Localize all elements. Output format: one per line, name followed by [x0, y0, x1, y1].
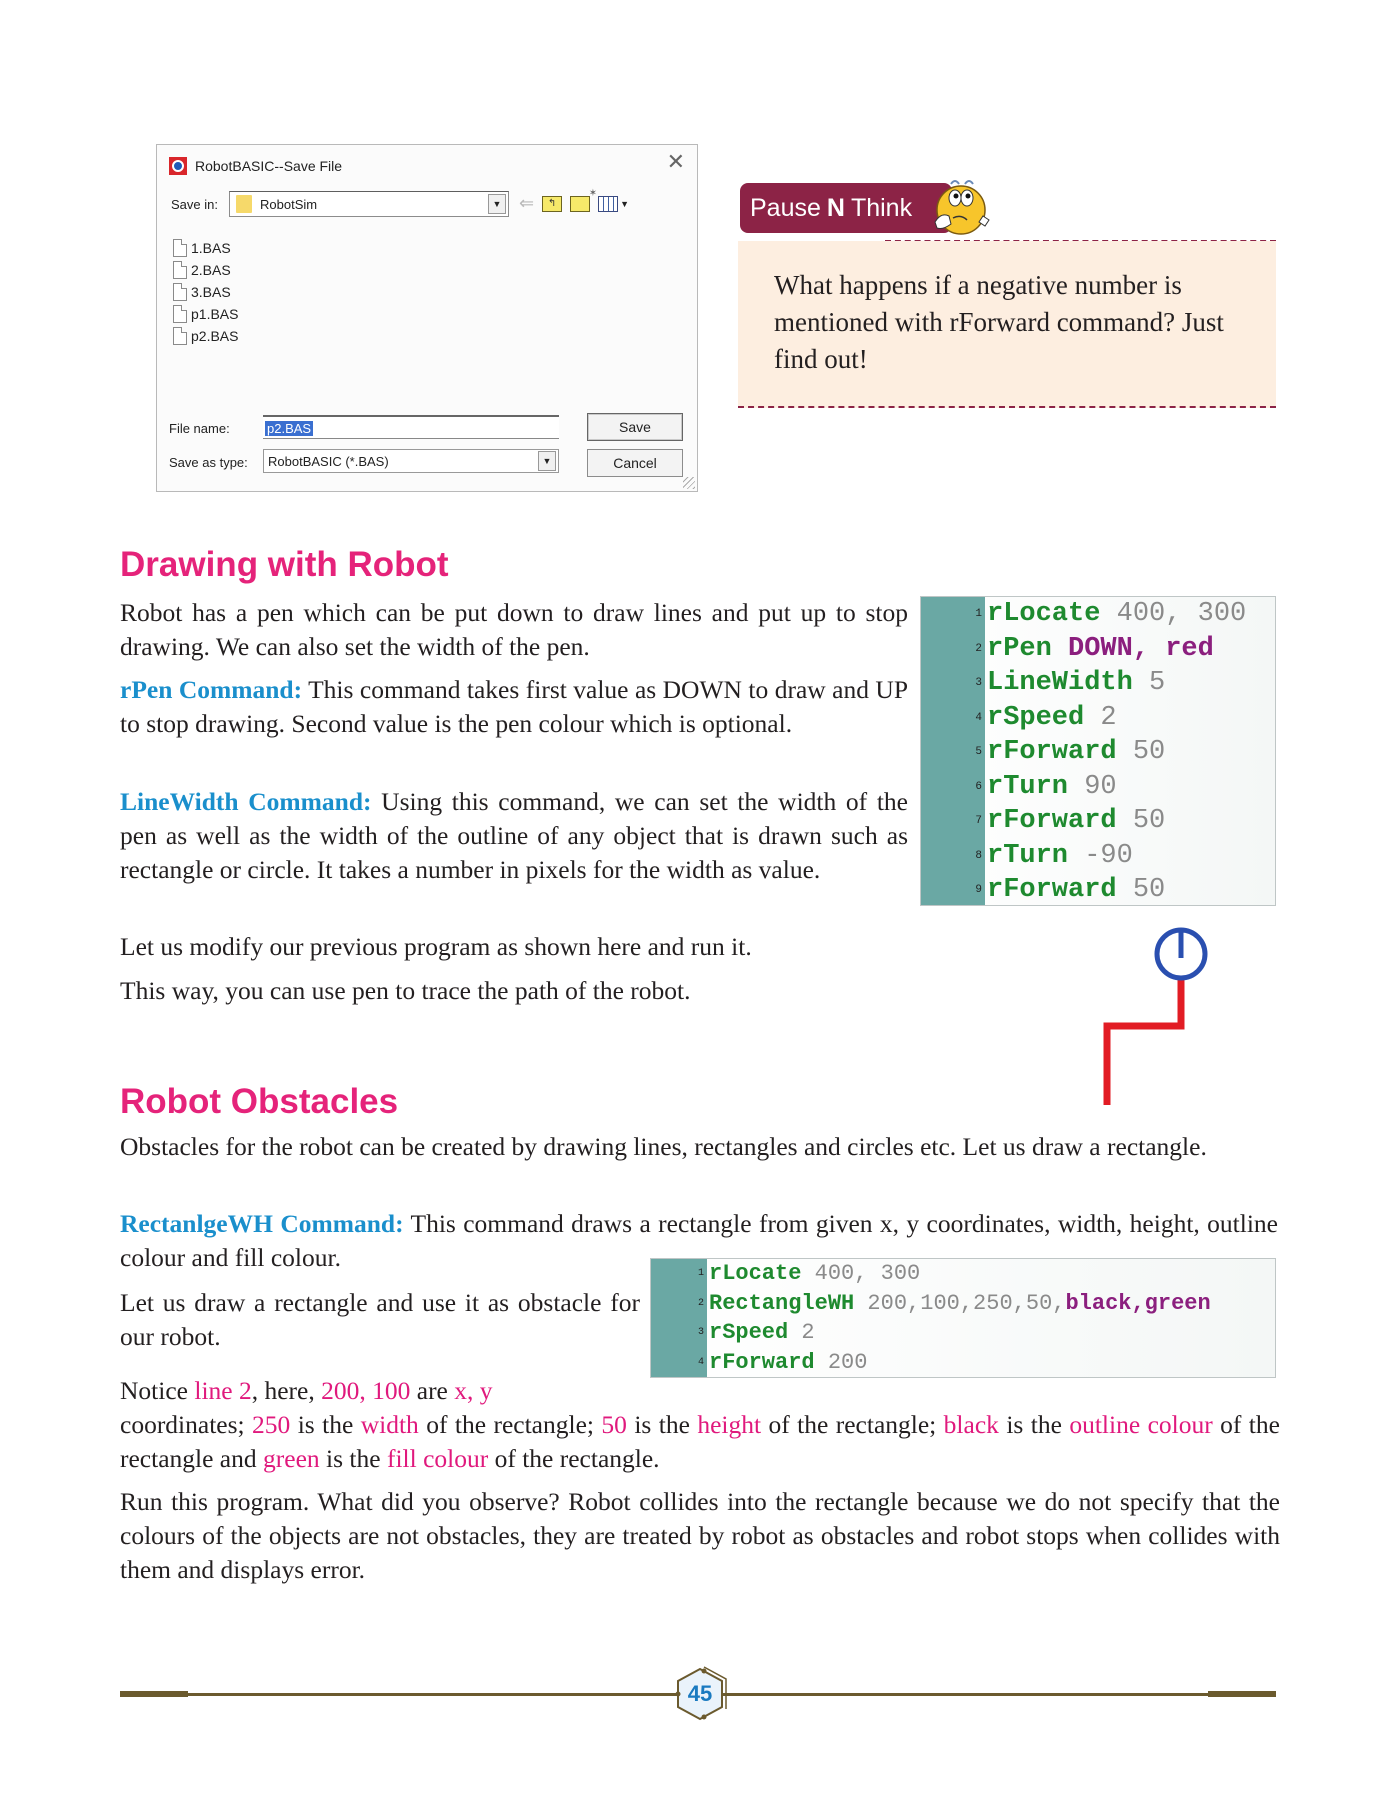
- code-argument: 90: [1068, 771, 1117, 802]
- code-constant: DOWN, red: [1051, 633, 1214, 664]
- file-icon: [173, 283, 187, 301]
- footer-rule-accent-right: [1208, 1691, 1276, 1697]
- code-argument: 50: [1116, 806, 1166, 837]
- code-command: rForward: [987, 875, 1117, 906]
- code-text: [707, 1291, 1211, 1316]
- obstacles-intro: Obstacles for the robot can be created by drawing lines, rectangles and circles etc. Let us draw a rectangle.: [120, 1132, 1207, 1161]
- code-command: rTurn: [987, 771, 1069, 802]
- file-item[interactable]: 3.BAS: [173, 281, 238, 303]
- file-item[interactable]: 1.BAS: [173, 237, 238, 259]
- code-command: rSpeed: [987, 702, 1085, 733]
- code-text: [985, 875, 1165, 905]
- code-line: [921, 701, 1275, 736]
- trace-instruction: This way, you can use pen to trace the path of the robot.: [120, 976, 691, 1005]
- code-text: [985, 599, 1246, 629]
- cancel-button[interactable]: Cancel: [587, 449, 683, 477]
- code-argument: 200,100,250,50,: [854, 1290, 1066, 1316]
- code-text: [707, 1261, 920, 1286]
- code-argument: -90: [1068, 840, 1133, 871]
- code-argument: 200: [814, 1349, 868, 1375]
- pen-trace-path: [1107, 978, 1181, 1105]
- run-observation: Run this program. What did you observe? Robot collides into the rectangle because we do not specify that the colours of the objects are not obstacles, they are treated by robot as obstacles and robot stops when collides with them and displays error.: [120, 1487, 1280, 1584]
- line-number: 4: [697, 1356, 704, 1368]
- close-icon[interactable]: ✕: [666, 149, 685, 174]
- file-item[interactable]: p2.BAS: [173, 325, 238, 347]
- file-icon: [173, 327, 187, 345]
- file-icon: [173, 305, 187, 323]
- linewidth-label: LineWidth Command:: [120, 787, 372, 816]
- footer-rule-right: [722, 1693, 1276, 1696]
- code-command: rForward: [987, 806, 1117, 837]
- robot-path-drawing: [1085, 920, 1215, 1110]
- save-file-dialog: [156, 144, 698, 492]
- line-number: 8: [975, 849, 982, 862]
- file-name-value: p2.BAS: [267, 421, 312, 436]
- code-line: [921, 597, 1275, 632]
- pause-n-think-box: [738, 241, 1276, 408]
- file-name-input[interactable]: [263, 415, 559, 439]
- section-heading-obstacles: Robot Obstacles: [120, 1082, 399, 1121]
- code-command: rForward: [709, 1349, 815, 1375]
- back-arrow-icon[interactable]: ⇐: [519, 193, 535, 213]
- save-button[interactable]: Save: [587, 413, 683, 441]
- code-line: [921, 804, 1275, 839]
- robotbasic-app-icon: [169, 157, 187, 175]
- code-text: [985, 737, 1165, 767]
- up-folder-icon[interactable]: ↰: [542, 196, 562, 212]
- drawing-intro: Robot has a pen which can be put down to draw lines and put up to stop drawing. We can also set the width of the pen.: [120, 598, 908, 661]
- dialog-title-bar: [169, 155, 342, 177]
- file-item[interactable]: 2.BAS: [173, 259, 238, 281]
- rectanglewh-label: RectanlgeWH Command:: [120, 1209, 404, 1238]
- code-text: [985, 841, 1133, 871]
- draw-rectangle-instruction: Let us draw a rectangle and use it as obstacle for our robot.: [120, 1288, 640, 1351]
- code-line: [921, 666, 1275, 701]
- section-heading-drawing: Drawing with Robot: [120, 545, 449, 584]
- save-in-value: RobotSim: [260, 196, 318, 212]
- save-in-dropdown[interactable]: [229, 191, 509, 217]
- save-as-type-dropdown[interactable]: [263, 449, 559, 473]
- line-number: 1: [975, 608, 982, 621]
- code-argument: 2: [1084, 702, 1117, 733]
- save-in-label: Save in:: [171, 197, 218, 212]
- line-number: 5: [975, 746, 982, 759]
- notice-explanation: Notice line 2, here, 200, 100 are x, y coordinates; 250 is the width of the rectangle; 50 is the height of the rectangle; black is the outline colour of the rectangle and green is the fill colour of the rectangle.: [120, 1376, 1280, 1473]
- code-line: [921, 735, 1275, 770]
- page-number: 45: [687, 1681, 713, 1706]
- pause-n-think-banner: Pause N Think: [740, 183, 952, 233]
- code-argument: 2: [788, 1320, 815, 1346]
- dialog-title: RobotBASIC--Save File: [195, 158, 343, 174]
- file-item[interactable]: p1.BAS: [173, 303, 238, 325]
- line-number: 7: [975, 815, 982, 828]
- line-number: 3: [975, 677, 982, 690]
- code-command: rSpeed: [709, 1320, 789, 1346]
- code-line: [651, 1259, 1275, 1289]
- code-command: rPen: [987, 633, 1052, 664]
- code-text: [707, 1350, 867, 1375]
- code-command: rTurn: [987, 840, 1069, 871]
- view-menu-icon[interactable]: [598, 196, 618, 212]
- code-argument: 5: [1132, 668, 1166, 699]
- file-name-label: File name:: [169, 421, 230, 436]
- code-command: RectangleWH: [709, 1290, 855, 1316]
- chevron-down-icon[interactable]: ▼: [488, 194, 506, 214]
- code-line: [921, 770, 1275, 805]
- line-number: 6: [975, 780, 982, 793]
- line-number: 2: [975, 642, 982, 655]
- code-text: [985, 634, 1214, 664]
- code-line: [921, 873, 1275, 908]
- code-text: [985, 806, 1165, 836]
- line-number: 2: [697, 1297, 704, 1309]
- code-constant: black,green: [1065, 1290, 1211, 1316]
- rpen-description: rPen Command: This command takes first value as DOWN to draw and UP to stop drawing. Second value is the pen colour which is optional.: [120, 675, 908, 738]
- code-block-rectangle-program: [650, 1258, 1276, 1378]
- code-line: [921, 632, 1275, 667]
- code-line: [651, 1348, 1275, 1378]
- code-text: [985, 772, 1117, 802]
- file-icon: [173, 261, 187, 279]
- thinking-smiley-icon: [925, 172, 993, 240]
- linewidth-description: LineWidth Command: Using this command, we can set the width of the pen as well as the width of the outline of any object that is drawn such as rectangle or circle. It takes a number in pixels for the width as value.: [120, 787, 908, 884]
- rectanglewh-description: RectanlgeWH Command: This command draws a rectangle from given x, y coordinates, width, height, outline colour and fill colour.: [120, 1209, 1278, 1272]
- code-text: [985, 668, 1165, 698]
- folder-icon: [236, 195, 252, 213]
- modify-instruction: Let us modify our previous program as shown here and run it.: [120, 932, 752, 961]
- code-command: rLocate: [709, 1261, 802, 1287]
- resize-grip[interactable]: [683, 477, 695, 489]
- code-line: [651, 1289, 1275, 1319]
- line-number: 1: [697, 1268, 704, 1280]
- rpen-label: rPen Command:: [120, 675, 303, 704]
- code-argument: 400, 300: [801, 1261, 921, 1287]
- footer-rule-left: [120, 1693, 678, 1696]
- code-lines: [921, 597, 1275, 908]
- line-number: 9: [975, 884, 982, 897]
- view-menu-chevron-icon[interactable]: ▼: [620, 198, 630, 209]
- code-argument: 400, 300: [1100, 599, 1247, 630]
- file-icon: [173, 239, 187, 257]
- save-as-type-value: RobotBASIC (*.BAS): [268, 453, 389, 469]
- line-number: 4: [975, 711, 982, 724]
- line-number: 3: [697, 1327, 704, 1339]
- code-command: LineWidth: [987, 668, 1133, 699]
- new-folder-icon[interactable]: [570, 196, 590, 212]
- code-argument: 50: [1116, 875, 1166, 906]
- dialog-toolbar: [519, 193, 629, 214]
- code-line: [651, 1318, 1275, 1348]
- save-as-type-label: Save as type:: [169, 455, 248, 470]
- chevron-down-icon[interactable]: ▼: [538, 451, 556, 471]
- code-argument: 50: [1116, 737, 1166, 768]
- code-text: [707, 1320, 815, 1345]
- code-block-pen-program: [920, 596, 1276, 906]
- code-command: rLocate: [987, 599, 1101, 630]
- code-lines: [651, 1259, 1275, 1377]
- code-line: [921, 839, 1275, 874]
- code-text: [985, 703, 1117, 733]
- code-command: rForward: [987, 737, 1117, 768]
- file-list: [173, 237, 238, 347]
- pause-n-think-question: What happens if a negative number is mentioned with rForward command? Just find out!: [774, 270, 1224, 374]
